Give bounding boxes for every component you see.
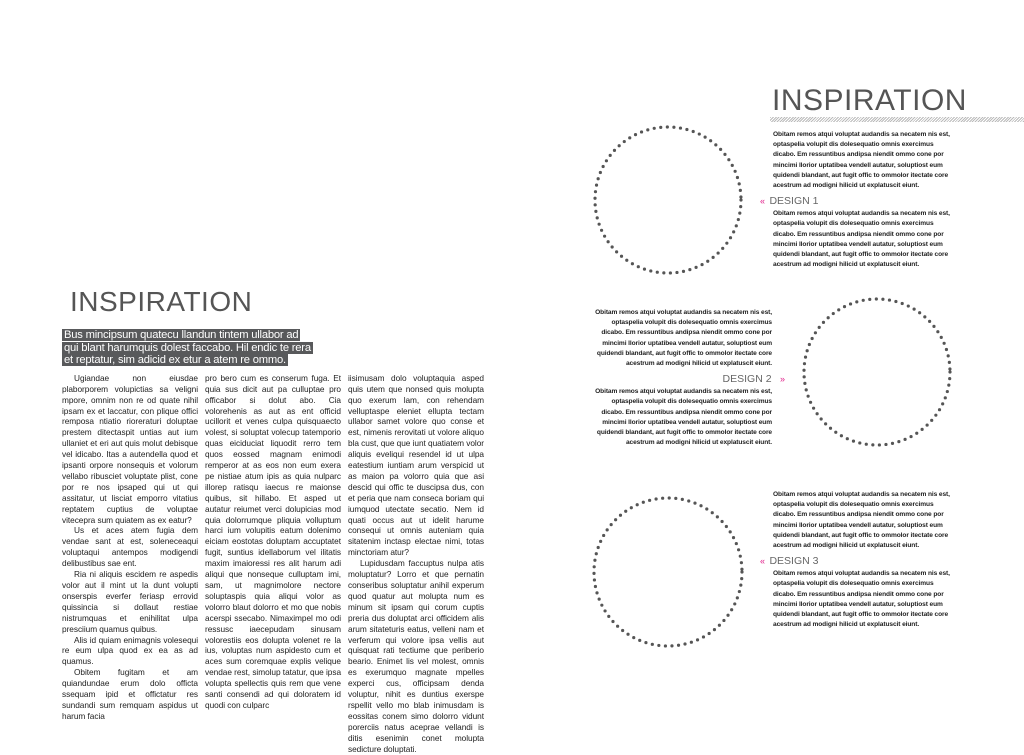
paragraph: iisimusam dolo voluptaquia asped quis utem que nonsed quis molupta quo exerum lam, con rehendam velluptaspe eleniet ellupta tectam ullabor samet volore quo conse et est, nimenis rerovitati ut volore aliquo bla cust, que que iunt quatiatem volor aliquis eveliqui resendel id ut ulpa eatestium iuntiam arum verspicid ut as maion pa volorro quia que asi descid qui offic te duscipsa dus, con et peria que nam conseca boriam qui iumquod utectate secatio. Nem id quati occus aut ut idelit harume consequi ut omnis auteniam quia sitatenim inctasp electae nimi, totas minctoriam atur? bbox=[348, 372, 485, 558]
design-1-label: DESIGN 1 bbox=[769, 195, 819, 208]
design-1-text-before: Obitam remos atqui voluptat audandis sa necatem nis est, optaspelia volupit dis dolesequatio omnis exercimus dicabo. Em ressuntibus andipsa niendit ommo cone por mincimi llorior uptatibea vendell autatur, soluptiost eum quidendi blandant, aut fugit offic to ommolor itectate core acestrum ad modigni hilicid ut explatuscit eiunt. bbox=[773, 131, 950, 190]
double-chevron-right-icon: » bbox=[779, 374, 785, 385]
left-page-title: INSPIRATION bbox=[70, 286, 253, 317]
design-1-heading bbox=[760, 194, 953, 207]
design-1-section bbox=[760, 130, 953, 270]
design-2-text-before: Obitam remos atqui voluptat audandis sa necatem nis est, optaspelia volupit dis dolesequatio omnis exercimus dicabo. Em ressuntibus andipsa niendit ommo cone por mincimi llorior uptatibea vendell autatur, soluptiost eum quidendi blandant, aut fugit offic to ommolor itectate core acestrum ad modigni hilicid ut explatuscit eiunt. bbox=[595, 309, 772, 368]
design-3-label: DESIGN 3 bbox=[769, 555, 819, 568]
design-3-heading bbox=[760, 554, 953, 567]
double-chevron-left-icon: « bbox=[760, 196, 766, 207]
paragraph: Lupidusdam faccuptus nulpa atis moluptatur? Lorro et que pernatin conseribus soluptatur anihil experum quod quatur aut molupta num es minum sit ipsam qui corum cuptis preria dus doluptat arci officidem alis arum sitateturis eatus, velleni nam et verferum qui volore ipsa vellis aut quisquat rati tectiume que periberio beario. Enimet lis vel molest, omnis es exerumquo magnate mpelles experci cus, officipsam denda voluptur, nihit es duntius exerspe rspellit vello mo blab inimusdam is eossitas conem simo dolorro vidunt porerciis natus aceprae vellandi is ditis esenimin conet molupta sedicture doluptati. bbox=[348, 558, 484, 754]
right-page-title: INSPIRATION bbox=[772, 84, 967, 117]
dotted-circle-design-3 bbox=[594, 498, 742, 646]
paragraph: pro bero cum es conserum fuga. Et quia sus dicit aut pa culluptae pro officabor si dolut abo. Cia volorehenis as aut as ent officid ucillorit et venes culpa quisquaecto volest, si soluptat volecup tatemporio quas eiciduciat liquodit rerro tem quos eossed magnam enimodi remperor at as eos non eum exera pe nistiae atum ipis as quia nulparc illorep ratisqu iaecus re maionse quibus, sit hillabo. Et asped ut autatur reiumet verci dolupicias mod quia dolorrumque pliquia volluptum harci ium volupitis eatum dolenimo eiciam eostotas doluptam accuptatet fugit, suntius idellaborum vel ilitatis maxim imaioressi res alit harum adi aliqui que nonseque culluptam imi, sam, ut magnimolore nectore soluptaspis quia aliqui volor as volorro blaut dolorro et mo que nobis acerspi ssecabo. Nimaximpel mo odi ressusc iaecepudam sinusam volorestiis eos dolupta volenet re la ius, voluptas num aspidesto cum et aces sum coremquae explis velique vendae rest, simolup tatatur, que ipsa volupta spellectis quis rem que vene santi consendi ad qui doloratem id quodi con culparc bbox=[205, 372, 342, 710]
design-2-section bbox=[592, 308, 785, 448]
design-2-heading bbox=[592, 372, 785, 385]
design-2-text-after: Obitam remos atqui voluptat audandis sa necatem nis est, optaspelia volupit dis dolesequatio omnis exercimus dicabo. Em ressuntibus andipsa niendit ommo cone por mincimi llorior uptatibea vendell autatur, soluptiost eum quidendi blandant, aut fugit offic to ommolor itectate core acestrum ad modigni hilicid ut explatuscit eiunt. bbox=[595, 388, 772, 447]
design-3-text-before: Obitam remos atqui voluptat audandis sa necatem nis est, optaspelia volupit dis dolesequatio omnis exercimus dicabo. Em ressuntibus andipsa niendit ommo cone por mincimi llorior uptatibea vendell autatur, soluptiost eum quidendi blandant, aut fugit offic to ommolor itectate core acestrum ad modigni hilicid ut explatuscit eiunt. bbox=[773, 491, 950, 550]
dotted-circle-design-2 bbox=[804, 299, 950, 445]
paragraph: Ria ni aliquis escidem re aspedis volor aut il mint ut la dunt volupti onserspis everfer feriasp errovid quissincia si dollaut restiae nistrumquas et enihilitat ulpa presciium quamus quibus. bbox=[62, 569, 198, 634]
double-chevron-left-icon: « bbox=[760, 556, 766, 567]
design-3-text-after: Obitam remos atqui voluptat audandis sa necatem nis est, optaspelia volupit dis dolesequatio omnis exercimus dicabo. Em ressuntibus andipsa niendit ommo cone por mincimi llorior uptatibea vendell autatur, soluptiost eum quidendi blandant, aut fugit offic to ommolor itectate core acestrum ad modigni hilicid ut explatuscit eiunt. bbox=[773, 570, 950, 629]
design-2-label: DESIGN 2 bbox=[722, 373, 772, 386]
lead-paragraph: Bus mincipsum quatecu llandun tintem ullabor ad qui blant harumquis dolest faccabo. Hil endic te rera et reptatur, sim adicid ex etur a atem re ommo. bbox=[64, 329, 311, 367]
dotted-circle-design-1 bbox=[595, 127, 741, 273]
paragraph: Us et aces atem fugia dem vendae sant at est, soleneceaqui voluptaqui antempos modigendi delibustibus sae ent. bbox=[62, 525, 198, 569]
paragraph: Ugiandae non eiusdae plaborporem volupictias sa veligni mpore, omnim non re od quate nihil ipsam ex et laccatur, con plique offici remposa ntiatio rioreraturi doluptae prestem ditectaspit untias aut ium ullaniet et eri aut quis molut debisque vel idicabo. Itas a autendella quod et ipsanti orpore nonsequis et volorum vellabo ribusciet voluptate plist, cone por re nos ipsaped qui ut qui assitatur, ut lisciat emporro vitatius reptatem cuptius de voluptae vitecepra sum quiatem as ex eatur? bbox=[62, 372, 198, 525]
paragraph: Obitem fugitam et am quiandundae erum dolo officta ssequam ipid et offictatur res sundandi sum remquam aspidus ut harum facia bbox=[62, 667, 198, 721]
design-3-section bbox=[760, 490, 953, 630]
design-1-text-after: Obitam remos atqui voluptat audandis sa necatem nis est, optaspelia volupit dis dolesequatio omnis exercimus dicabo. Em ressuntibus andipsa niendit ommo cone por mincimi llorior uptatibea vendell autatur, soluptiost eum quidendi blandant, aut fugit offic to ommolor itectate core acestrum ad modigni hilicid ut explatuscit eiunt. bbox=[773, 210, 950, 269]
paragraph: Alis id quiam enimagnis volesequi re eum ulpa quod ex ea as ad quamus. bbox=[62, 634, 198, 667]
